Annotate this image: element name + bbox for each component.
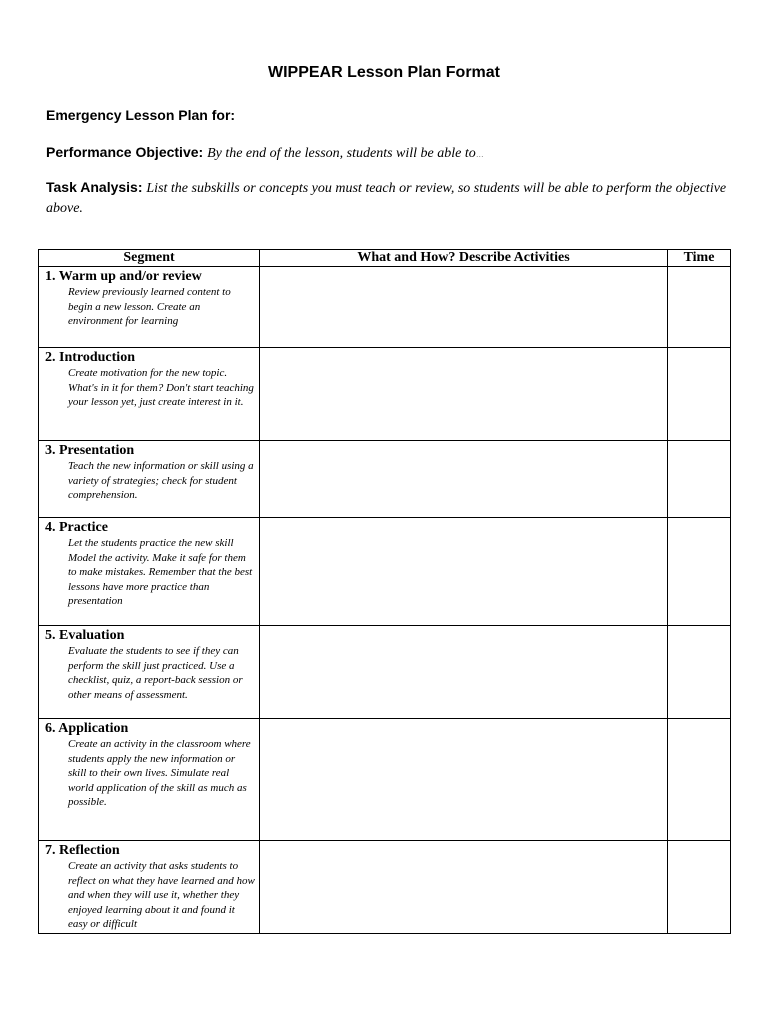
task-analysis bbox=[46, 178, 728, 218]
header-activities: What and How? Describe Activities bbox=[260, 250, 668, 267]
activities-cell[interactable] bbox=[260, 348, 668, 441]
segment-title: 1. Warm up and/or review bbox=[45, 269, 202, 284]
segment-cell bbox=[39, 626, 260, 719]
segment-description: Create an activity in the classroom where students apply the new information or skill to their own lives. Simulate real world application of the skill as much as possible. bbox=[68, 738, 251, 809]
segment-title: 6. Application bbox=[45, 721, 129, 736]
lesson-plan-table bbox=[38, 249, 731, 934]
performance-objective-text: By the end of the lesson, students will be able to bbox=[207, 146, 476, 161]
segment-description: Let the students practice the new skill Model the activity. Make it safe for them to make mistakes. Remember that the best lessons have more practice than presentation bbox=[68, 537, 253, 608]
table-row bbox=[39, 267, 731, 348]
performance-objective-ellipsis: … bbox=[475, 150, 484, 159]
segment-description: Review previously learned content to begin a new lesson. Create an environment for learning bbox=[68, 286, 231, 328]
time-cell[interactable] bbox=[668, 518, 731, 626]
table-row bbox=[39, 518, 731, 626]
table-row bbox=[39, 841, 731, 934]
header-time: Time bbox=[668, 250, 731, 267]
segment-title: 3. Presentation bbox=[45, 443, 135, 458]
header-segment: Segment bbox=[39, 250, 260, 267]
task-analysis-text: List the subskills or concepts you must teach or review, so students will be able to perform the objective above. bbox=[46, 181, 727, 216]
activities-cell[interactable] bbox=[260, 518, 668, 626]
page-title: WIPPEAR Lesson Plan Format bbox=[267, 64, 501, 81]
activities-cell[interactable] bbox=[260, 441, 668, 518]
segment-description: Teach the new information or skill using a variety of strategies; check for student comprehension. bbox=[68, 460, 254, 502]
segment-cell bbox=[39, 267, 260, 348]
task-analysis-label: Task Analysis: bbox=[46, 179, 143, 195]
emergency-lesson-plan-label: Emergency Lesson Plan for: bbox=[46, 107, 236, 123]
segment-title: 5. Evaluation bbox=[45, 628, 125, 643]
segment-cell bbox=[39, 841, 260, 934]
segment-description: Create an activity that asks students to reflect on what they have learned and how and when they will use it, whether they enjoyed learning about it and found it easy or difficult bbox=[68, 860, 255, 931]
activities-cell[interactable] bbox=[260, 267, 668, 348]
segment-cell bbox=[39, 518, 260, 626]
segment-title: 4. Practice bbox=[45, 520, 108, 535]
segment-title: 7. Reflection bbox=[45, 843, 120, 858]
table-row bbox=[39, 626, 731, 719]
time-cell[interactable] bbox=[668, 441, 731, 518]
table-row bbox=[39, 441, 731, 518]
time-cell[interactable] bbox=[668, 267, 731, 348]
time-cell[interactable] bbox=[668, 626, 731, 719]
performance-objective-label: Performance Objective: bbox=[46, 144, 204, 160]
segment-description: Create motivation for the new topic. What's in it for them? Don't start teaching your lesson yet, just create interest in it. bbox=[68, 367, 254, 409]
segment-cell bbox=[39, 441, 260, 518]
segment-title: 2. Introduction bbox=[45, 350, 135, 365]
activities-cell[interactable] bbox=[260, 626, 668, 719]
table-row bbox=[39, 719, 731, 841]
segment-cell bbox=[39, 348, 260, 441]
time-cell[interactable] bbox=[668, 719, 731, 841]
performance-objective bbox=[46, 143, 728, 164]
segment-cell bbox=[39, 719, 260, 841]
activities-cell[interactable] bbox=[260, 719, 668, 841]
segment-description: Evaluate the students to see if they can perform the skill just practiced. Use a checklist, quiz, a report-back session or other means of assessment. bbox=[68, 645, 243, 701]
time-cell[interactable] bbox=[668, 841, 731, 934]
activities-cell[interactable] bbox=[260, 841, 668, 934]
time-cell[interactable] bbox=[668, 348, 731, 441]
table-header-row bbox=[39, 250, 731, 267]
table-row bbox=[39, 348, 731, 441]
